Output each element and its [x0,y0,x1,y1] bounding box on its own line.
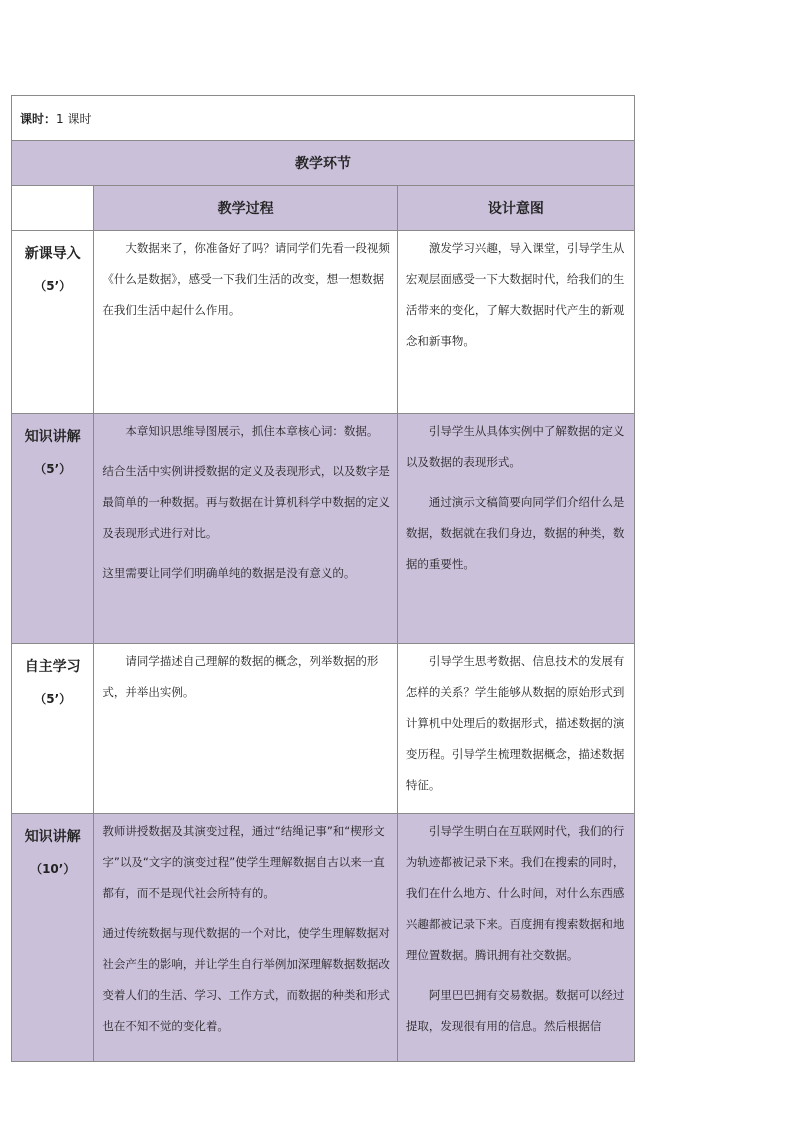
row-label: 自主学习 [24,659,81,675]
row-label: 知识讲解 [24,429,81,445]
row-duration: （5’） [34,462,72,476]
process-cell [94,231,397,414]
row-duration: （5’） [34,279,72,293]
process-paragraph: 大数据来了，你准备好了吗？请同学们先看一段视频《什么是数据》，感受一下我们生活的改变，想一想数据在我们生活中起什么作用。 [102,241,390,317]
row-duration: （10’） [30,862,76,876]
process-paragraph: 结合生活中实例讲授数据的定义及表现形式，以及数字是最简单的一种数据。再与数据在计算机科学中数据的定义及表现形式进行对比。 [102,464,390,540]
intent-paragraph: 通过演示文稿简要向同学们介绍什么是数据，数据就在我们身边，数据的种类，数据的重要性。 [405,495,625,571]
row-label-cell [12,814,94,1062]
intent-cell [397,414,634,644]
lesson-plan-table [11,95,635,1062]
class-hours-value: 1 课时 [56,111,92,126]
intent-cell [397,231,634,414]
column-header-process: 教学过程 [94,186,397,231]
table-row [12,644,635,814]
table-row [12,231,635,414]
process-paragraph: 本章知识思维导图展示，抓住本章核心词：数据。 [125,424,379,438]
process-cell [94,814,397,1062]
intent-paragraph: 引导学生思考数据、信息技术的发展有怎样的关系？学生能够从数据的原始形式到计算机中处理后的数据形式，描述数据的演变历程。引导学生梳理数据概念，描述数据特征。 [405,654,625,792]
intent-paragraph: 阿里巴巴拥有交易数据。数据可以经过提取，发现很有用的信息。然后根据信 [405,988,625,1033]
intent-paragraph: 引导学生明白在互联网时代，我们的行为轨迹都被记录下来。我们在搜索的同时，我们在什么地方、什么时间，对什么东西感兴趣都被记录下来。百度拥有搜索数据和地理位置数据。腾讯拥有社交数据。 [405,824,625,962]
process-cell [94,414,397,644]
row-duration: （5’） [34,692,72,706]
table-row [12,414,635,644]
intent-paragraph: 激发学习兴趣，导入课堂，引导学生从宏观层面感受一下大数据时代，给我们的生活带来的变化，了解大数据时代产生的新观念和新事物。 [405,241,625,348]
table-row [12,814,635,1062]
process-paragraph: 教师讲授数据及其演变过程，通过“结绳记事”和“楔形文字”以及“文字的演变过程”使学生理解数据自古以来一直都有，而不是现代社会所特有的。 [102,824,385,900]
process-paragraph: 这里需要让同学们明确单纯的数据是没有意义的。 [102,566,356,580]
row-label: 新课导入 [24,246,81,262]
row-label-cell [12,644,94,814]
process-paragraph: 请同学描述自己理解的数据的概念，列举数据的形式，并举出实例。 [102,654,379,699]
row-label-cell [12,231,94,414]
column-header-intent: 设计意图 [397,186,634,231]
column-header-blank [12,186,94,231]
section-title-row [12,141,635,186]
intent-cell [397,644,634,814]
row-label: 知识讲解 [24,829,81,845]
section-title: 教学环节 [12,141,635,186]
class-hours-cell [12,96,635,141]
column-header-row [12,186,635,231]
process-cell [94,644,397,814]
row-label-cell [12,414,94,644]
class-hours-row [12,96,635,141]
class-hours-label: 课时： [20,111,57,126]
intent-cell [397,814,634,1062]
process-paragraph: 通过传统数据与现代数据的一个对比，使学生理解数据对社会产生的影响，并让学生自行举例加深理解数据数据改变着人们的生活、学习、工作方式，而数据的种类和形式也在不知不觉的变化着。 [102,926,390,1033]
intent-paragraph: 引导学生从具体实例中了解数据的定义以及数据的表现形式。 [405,424,625,469]
